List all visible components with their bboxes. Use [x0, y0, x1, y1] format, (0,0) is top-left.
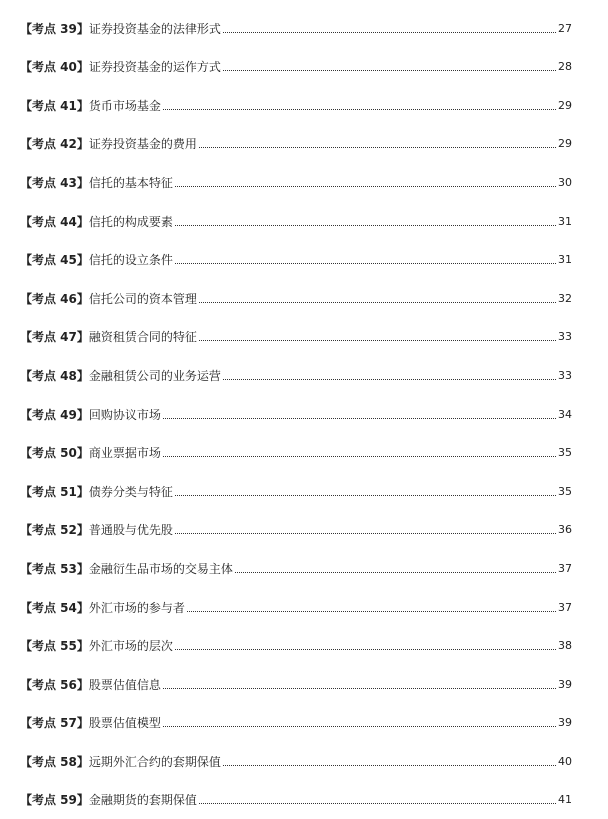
- toc-entry-label: [20, 176, 173, 190]
- toc-entry-title: 商业票据市场: [88, 446, 161, 461]
- toc-entry-tag: 【考点 52】: [20, 523, 89, 538]
- toc-entry-page: 38: [558, 639, 572, 653]
- toc-entry-title: 信托的基本特征: [88, 175, 173, 190]
- toc-entry[interactable]: [20, 395, 572, 434]
- toc-entry[interactable]: [20, 48, 572, 87]
- toc-entry-label: [20, 253, 173, 267]
- toc-entry-label: [20, 330, 197, 344]
- toc-entry-label: [20, 99, 161, 113]
- toc-entry-tag: 【考点 40】: [20, 60, 89, 75]
- toc-entry-tag: 【考点 55】: [20, 639, 89, 654]
- toc-entry-tag: 【考点 50】: [20, 446, 89, 461]
- toc-entry-tag: 【考点 46】: [20, 291, 89, 306]
- toc-entry-title: 信托的构成要素: [88, 214, 173, 229]
- toc-entry-page: 41: [558, 793, 572, 807]
- toc-entry[interactable]: [20, 86, 572, 125]
- toc-entry-tag: 【考点 47】: [20, 330, 89, 345]
- dot-leader: [199, 146, 556, 148]
- toc-entry-tag: 【考点 54】: [20, 600, 89, 615]
- toc-entry[interactable]: [20, 742, 572, 781]
- toc-entry-page: 37: [558, 600, 572, 614]
- toc-entry-page: 33: [558, 368, 572, 382]
- toc-entry-title: 证券投资基金的法律形式: [88, 21, 221, 36]
- toc-entry-tag: 【考点 48】: [20, 368, 89, 383]
- dot-leader: [223, 31, 556, 33]
- toc-entry-title: 债券分类与特征: [88, 484, 173, 499]
- toc-entry[interactable]: [20, 472, 572, 511]
- toc-entry[interactable]: [20, 627, 572, 666]
- toc-entry-label: [20, 60, 221, 74]
- toc-entry-title: 信托公司的资本管理: [88, 291, 197, 306]
- dot-leader: [175, 262, 556, 264]
- toc-entry-title: 融资租赁合同的特征: [88, 330, 197, 345]
- toc-entry-page: 35: [558, 446, 572, 460]
- dot-leader: [199, 339, 556, 341]
- dot-leader: [235, 571, 556, 573]
- toc-entry-label: [20, 446, 161, 460]
- toc-entry-title: 外汇市场的层次: [88, 639, 173, 654]
- dot-leader: [223, 764, 556, 766]
- dot-leader: [199, 802, 556, 804]
- toc-entry[interactable]: [20, 588, 572, 627]
- dot-leader: [163, 108, 556, 110]
- toc-entry[interactable]: [20, 163, 572, 202]
- toc-entry-label: [20, 408, 161, 422]
- toc-entry-label: [20, 22, 221, 36]
- toc-entry[interactable]: [20, 279, 572, 318]
- toc-entry-title: 证券投资基金的运作方式: [88, 60, 221, 75]
- dot-leader: [223, 378, 556, 380]
- toc-entry-label: [20, 678, 161, 692]
- dot-leader: [175, 185, 556, 187]
- toc-entry-page: 30: [558, 175, 572, 189]
- dot-leader: [163, 417, 556, 419]
- toc-entry-title: 金融期货的套期保值: [88, 793, 197, 808]
- dot-leader: [175, 532, 556, 534]
- toc-entry-label: [20, 485, 173, 499]
- toc-entry-title: 普通股与优先股: [88, 523, 173, 538]
- dot-leader: [175, 494, 556, 496]
- dot-leader: [223, 69, 556, 71]
- toc-entry-page: 39: [558, 716, 572, 730]
- toc-entry-tag: 【考点 39】: [20, 21, 89, 36]
- toc-entry[interactable]: [20, 9, 572, 48]
- toc-entry-page: 35: [558, 484, 572, 498]
- toc-entry[interactable]: [20, 704, 572, 743]
- toc-entry-title: 远期外汇合约的套期保值: [88, 754, 221, 769]
- toc-entry-tag: 【考点 45】: [20, 253, 89, 268]
- toc-entry-tag: 【考点 42】: [20, 137, 89, 152]
- toc-entry-page: 32: [558, 291, 572, 305]
- toc-entry-label: [20, 292, 197, 306]
- table-of-contents: [20, 9, 572, 819]
- toc-entry-tag: 【考点 51】: [20, 484, 89, 499]
- toc-entry-title: 证券投资基金的费用: [88, 137, 197, 152]
- toc-entry-label: [20, 716, 161, 730]
- toc-entry[interactable]: [20, 356, 572, 395]
- dot-leader: [163, 687, 556, 689]
- toc-entry-label: [20, 369, 221, 383]
- dot-leader: [175, 224, 556, 226]
- toc-entry-page: 28: [558, 60, 572, 74]
- toc-entry[interactable]: [20, 511, 572, 550]
- toc-entry-page: 33: [558, 330, 572, 344]
- toc-entry-page: 27: [558, 21, 572, 35]
- toc-entry[interactable]: [20, 434, 572, 473]
- toc-entry-title: 外汇市场的参与者: [88, 600, 185, 615]
- toc-entry-page: 34: [558, 407, 572, 421]
- toc-entry-page: 29: [558, 98, 572, 112]
- toc-entry-page: 39: [558, 677, 572, 691]
- toc-entry[interactable]: [20, 781, 572, 819]
- toc-entry-page: 29: [558, 137, 572, 151]
- toc-entry[interactable]: [20, 125, 572, 164]
- toc-entry-tag: 【考点 44】: [20, 214, 89, 229]
- toc-entry-title: 金融租赁公司的业务运营: [88, 368, 221, 383]
- toc-entry-tag: 【考点 56】: [20, 677, 89, 692]
- toc-entry-tag: 【考点 59】: [20, 793, 89, 808]
- toc-entry-title: 信托的设立条件: [88, 253, 173, 268]
- toc-entry[interactable]: [20, 549, 572, 588]
- toc-entry-title: 货币市场基金: [88, 98, 161, 113]
- toc-entry-title: 回购协议市场: [88, 407, 161, 422]
- toc-entry-page: 40: [558, 754, 572, 768]
- toc-entry-title: 股票估值模型: [88, 716, 161, 731]
- toc-entry-label: [20, 523, 173, 537]
- toc-entry-title: 金融衍生品市场的交易主体: [88, 561, 233, 576]
- toc-entry-label: [20, 215, 173, 229]
- toc-entry-label: [20, 639, 173, 653]
- toc-entry-label: [20, 137, 197, 151]
- toc-entry-label: [20, 562, 233, 576]
- toc-entry-page: 31: [558, 253, 572, 267]
- toc-entry-tag: 【考点 58】: [20, 754, 89, 769]
- toc-entry-tag: 【考点 41】: [20, 98, 89, 113]
- toc-entry[interactable]: [20, 241, 572, 280]
- toc-entry-page: 36: [558, 523, 572, 537]
- dot-leader: [163, 725, 556, 727]
- toc-entry-title: 股票估值信息: [88, 677, 161, 692]
- toc-entry-label: [20, 755, 221, 769]
- toc-entry-label: [20, 793, 197, 807]
- toc-entry[interactable]: [20, 202, 572, 241]
- toc-entry[interactable]: [20, 665, 572, 704]
- toc-entry-tag: 【考点 43】: [20, 175, 89, 190]
- toc-entry-label: [20, 601, 185, 615]
- dot-leader: [163, 455, 556, 457]
- toc-entry-tag: 【考点 53】: [20, 561, 89, 576]
- toc-entry-tag: 【考点 57】: [20, 716, 89, 731]
- dot-leader: [199, 301, 556, 303]
- toc-entry[interactable]: [20, 318, 572, 357]
- dot-leader: [187, 610, 556, 612]
- toc-entry-page: 37: [558, 561, 572, 575]
- toc-entry-page: 31: [558, 214, 572, 228]
- toc-entry-tag: 【考点 49】: [20, 407, 89, 422]
- dot-leader: [175, 648, 556, 650]
